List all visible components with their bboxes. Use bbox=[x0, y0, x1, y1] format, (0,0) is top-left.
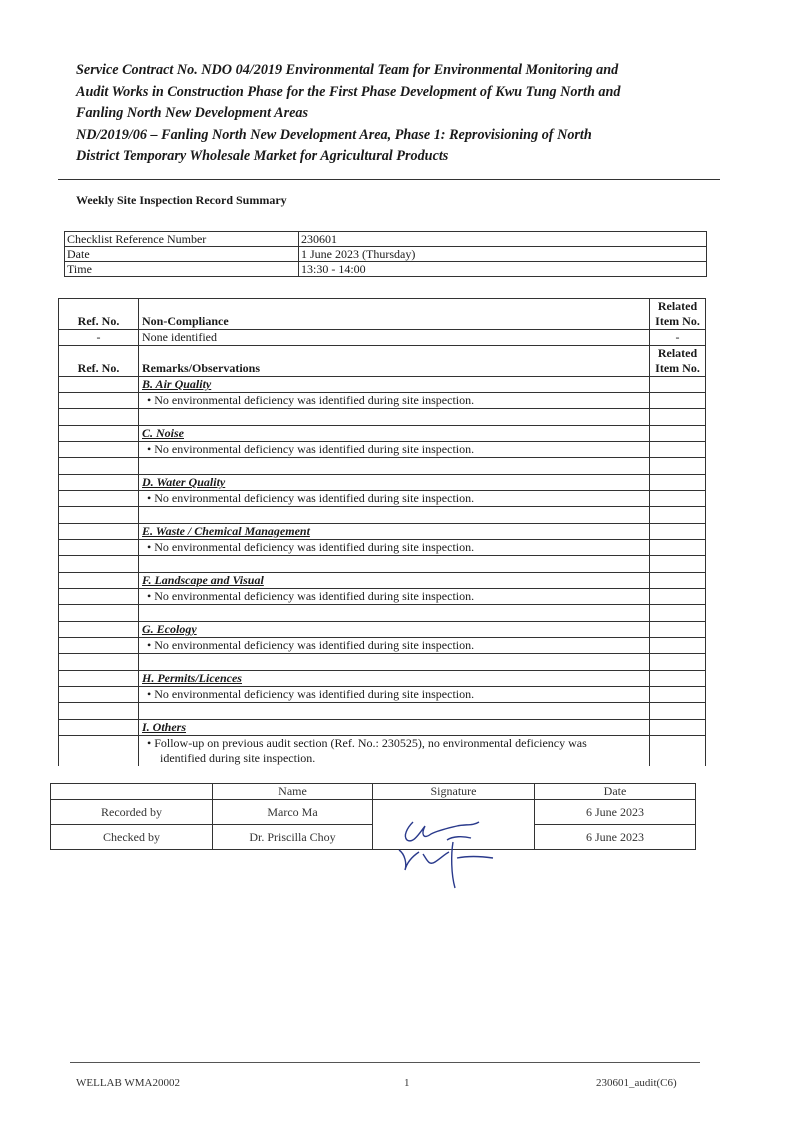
section-row bbox=[59, 622, 706, 638]
section-row bbox=[59, 671, 706, 687]
related-label: Related bbox=[657, 299, 698, 313]
report-title: Weekly Site Inspection Record Summary bbox=[76, 193, 287, 207]
section-row bbox=[59, 720, 706, 736]
time-label: Time bbox=[65, 262, 299, 277]
section-permits: H. Permits/Licences bbox=[139, 671, 650, 687]
checked-label: Checked by bbox=[51, 825, 213, 850]
footer-right: 230601_audit(C6) bbox=[596, 1077, 677, 1089]
section-noise: C. Noise bbox=[139, 426, 650, 442]
checked-name: Dr. Priscilla Choy bbox=[213, 825, 373, 850]
spacer-row bbox=[59, 556, 706, 573]
noncompliance-row bbox=[59, 330, 706, 346]
related-item-header bbox=[650, 346, 706, 377]
related-label: Related bbox=[657, 346, 698, 360]
header-line: ND/2019/06 – Fanling North New Development Area, Phase 1: Reprovisioning of North bbox=[76, 126, 592, 143]
noncompliance-header: Non-Compliance bbox=[139, 299, 650, 330]
footer-left: WELLAB WMA20002 bbox=[76, 1077, 180, 1089]
observation-text: • No environmental deficiency was identified during site inspection. bbox=[139, 589, 650, 605]
item-no-label: Item No. bbox=[655, 314, 700, 328]
section-row bbox=[59, 475, 706, 491]
spacer-row bbox=[59, 507, 706, 524]
checklist-value: 230601 bbox=[299, 232, 707, 247]
signoff-header-row bbox=[51, 784, 696, 800]
page-number: 1 bbox=[404, 1077, 410, 1089]
date-label: Date bbox=[65, 247, 299, 262]
section-landscape: F. Landscape and Visual bbox=[139, 573, 650, 589]
nc-text: None identified bbox=[139, 330, 650, 346]
signature-cell bbox=[373, 800, 535, 850]
observation-text: • No environmental deficiency was identified during site inspection. bbox=[139, 442, 650, 458]
section-ecology: G. Ecology bbox=[139, 622, 650, 638]
observation-row bbox=[59, 589, 706, 605]
spacer-row bbox=[59, 605, 706, 622]
signoff-table bbox=[50, 783, 696, 850]
recorded-name: Marco Ma bbox=[213, 800, 373, 825]
info-row bbox=[65, 232, 707, 247]
observation-text: • No environmental deficiency was identified during site inspection. bbox=[139, 687, 650, 703]
info-row bbox=[65, 247, 707, 262]
observation-row bbox=[59, 736, 706, 767]
signature-header: Signature bbox=[373, 784, 535, 800]
spacer-row bbox=[59, 703, 706, 720]
nc-item: - bbox=[650, 330, 706, 346]
ref-no-header: Ref. No. bbox=[59, 299, 139, 330]
nc-ref: - bbox=[59, 330, 139, 346]
observation-row bbox=[59, 442, 706, 458]
section-others: I. Others bbox=[139, 720, 650, 736]
section-waste: E. Waste / Chemical Management bbox=[139, 524, 650, 540]
document-header bbox=[76, 60, 716, 168]
noncompliance-header-row bbox=[59, 299, 706, 330]
related-item-header bbox=[650, 299, 706, 330]
inspection-info-table bbox=[64, 231, 707, 277]
section-water-quality: D. Water Quality bbox=[139, 475, 650, 491]
header-divider bbox=[58, 179, 720, 180]
date-value: 1 June 2023 (Thursday) bbox=[299, 247, 707, 262]
observation-row bbox=[59, 540, 706, 556]
inspection-record-table bbox=[58, 298, 706, 766]
header-line: District Temporary Wholesale Market for Agricultural Products bbox=[76, 148, 449, 164]
observation-row bbox=[59, 393, 706, 409]
time-value: 13:30 - 14:00 bbox=[299, 262, 707, 277]
remarks-header: Remarks/Observations bbox=[139, 346, 650, 377]
checklist-label: Checklist Reference Number bbox=[65, 232, 299, 247]
observation-text: • No environmental deficiency was identified during site inspection. bbox=[139, 638, 650, 654]
section-air-quality: B. Air Quality bbox=[139, 377, 650, 393]
recorded-row bbox=[51, 800, 696, 825]
spacer-row bbox=[59, 654, 706, 671]
header-line: Service Contract No. NDO 04/2019 Environmental Team for Environmental Monitoring and bbox=[76, 62, 619, 78]
item-no-label: Item No. bbox=[655, 361, 700, 375]
observation-text: • No environmental deficiency was identified during site inspection. bbox=[139, 393, 650, 409]
section-row bbox=[59, 377, 706, 393]
observation-text: • No environmental deficiency was identified during site inspection. bbox=[139, 540, 650, 556]
others-line-2: identified during site inspection. bbox=[160, 751, 316, 765]
spacer-row bbox=[59, 458, 706, 475]
checked-date: 6 June 2023 bbox=[535, 825, 696, 850]
header-line: Fanling North New Development Areas bbox=[76, 105, 309, 121]
footer-divider bbox=[70, 1062, 700, 1063]
date-header: Date bbox=[535, 784, 696, 800]
header-line: Audit Works in Construction Phase for the First Phase Development of Kwu Tung North and bbox=[76, 83, 621, 100]
observation-row bbox=[59, 491, 706, 507]
name-header: Name bbox=[213, 784, 373, 800]
section-row bbox=[59, 426, 706, 442]
recorded-date: 6 June 2023 bbox=[535, 800, 696, 825]
recorded-label: Recorded by bbox=[51, 800, 213, 825]
handwritten-signature bbox=[393, 804, 513, 894]
observation-row bbox=[59, 687, 706, 703]
others-line-1: • Follow-up on previous audit section (Ref. No.: 230525), no environmental deficiency was bbox=[147, 736, 587, 750]
spacer-row bbox=[59, 409, 706, 426]
section-row bbox=[59, 573, 706, 589]
info-row bbox=[65, 262, 707, 277]
remarks-header-row bbox=[59, 346, 706, 377]
observation-row bbox=[59, 638, 706, 654]
observation-text bbox=[139, 736, 650, 767]
observation-text: • No environmental deficiency was identified during site inspection. bbox=[139, 491, 650, 507]
ref-no-header: Ref. No. bbox=[59, 346, 139, 377]
section-row bbox=[59, 524, 706, 540]
